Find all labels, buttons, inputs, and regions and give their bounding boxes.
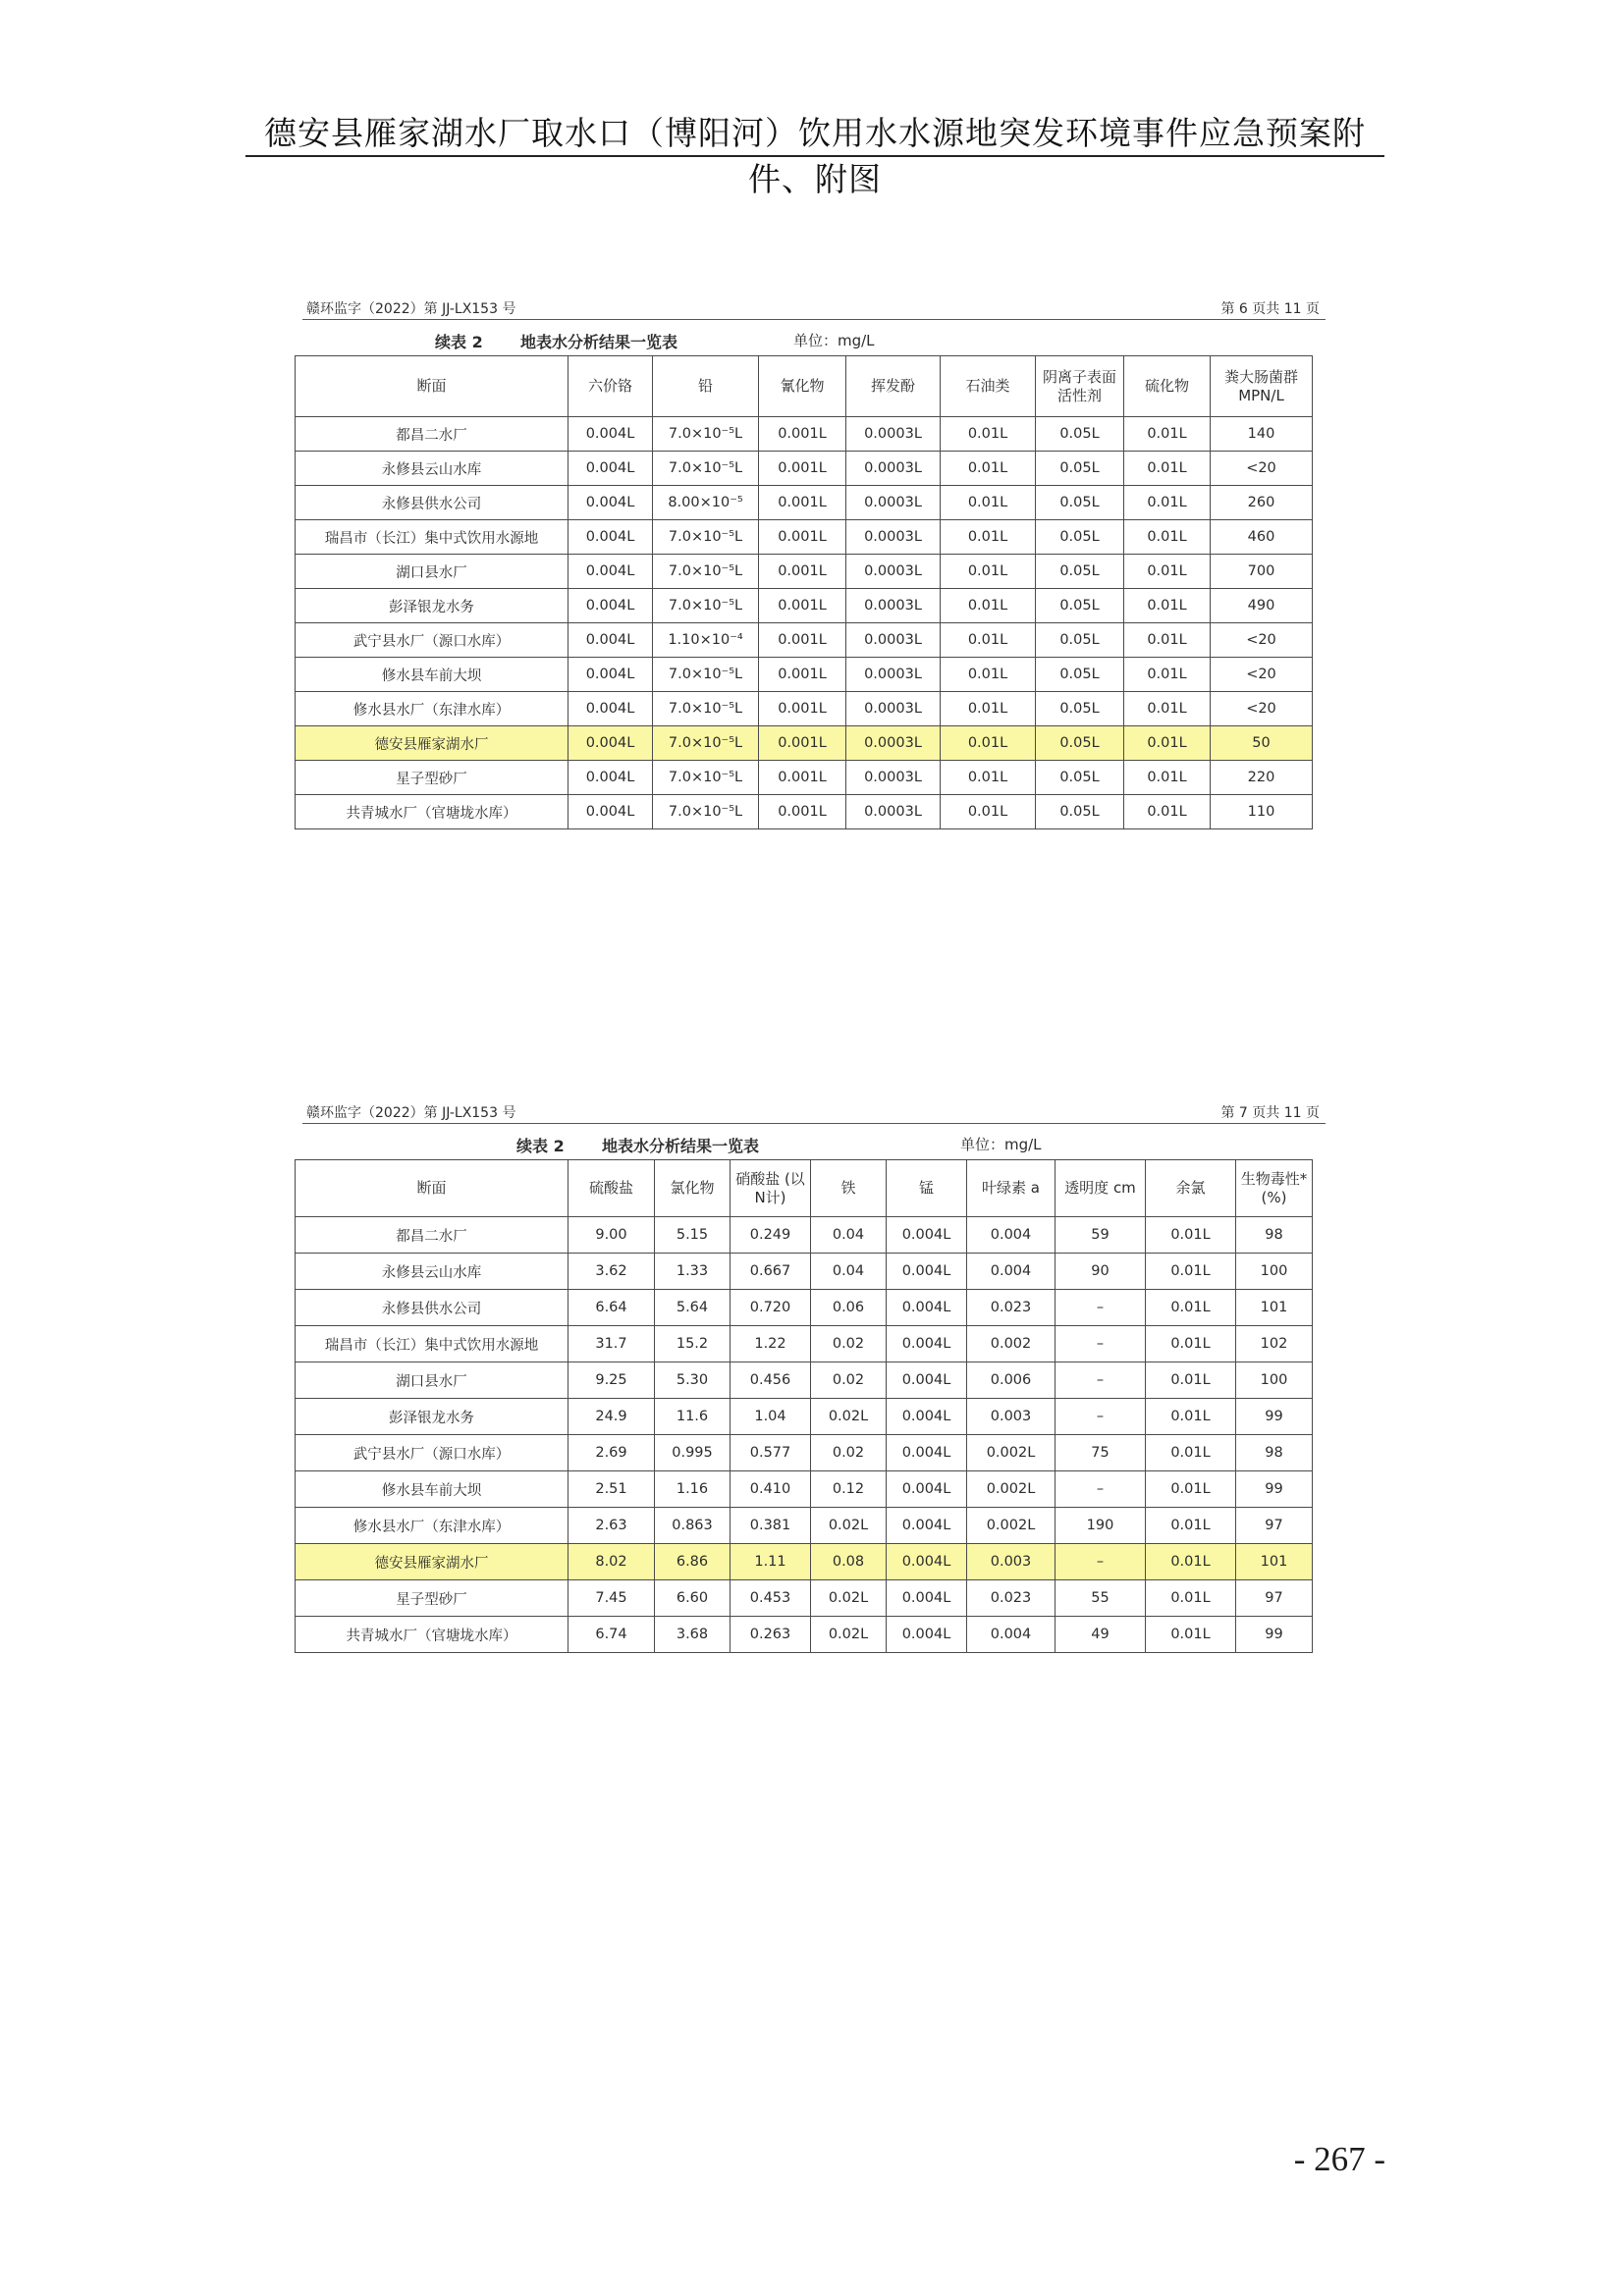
value-cell: 0.01L — [941, 555, 1036, 589]
value-cell: <20 — [1211, 623, 1313, 658]
value-cell: 0.05L — [1036, 658, 1124, 692]
value-cell: – — [1056, 1362, 1146, 1399]
value-cell: 6.64 — [568, 1290, 655, 1326]
value-cell: 0.0003L — [846, 726, 941, 761]
site-name-cell: 瑞昌市（长江）集中式饮用水源地 — [296, 520, 568, 555]
column-header: 铅 — [653, 356, 759, 417]
table-row — [296, 417, 1313, 452]
value-cell: 1.22 — [731, 1326, 811, 1362]
value-cell: 0.004L — [887, 1362, 967, 1399]
report-reference: 赣环监字（2022）第 JJ-LX153 号 — [306, 1105, 516, 1121]
value-cell: 0.002 — [967, 1326, 1056, 1362]
value-cell: 0.01L — [1146, 1290, 1236, 1326]
value-cell: 101 — [1236, 1290, 1313, 1326]
value-cell: 0.004L — [568, 761, 653, 795]
value-cell: 2.63 — [568, 1508, 655, 1544]
column-header: 硝酸盐 (以N计) — [731, 1160, 811, 1217]
value-cell: 0.01L — [1146, 1254, 1236, 1290]
site-name-cell: 都昌二水厂 — [296, 417, 568, 452]
table-row — [296, 623, 1313, 658]
page-number: - 267 - — [1293, 2140, 1385, 2178]
value-cell: 0.02L — [811, 1617, 887, 1653]
table-row — [296, 761, 1313, 795]
column-header: 硫化物 — [1124, 356, 1211, 417]
value-cell: 0.004L — [568, 795, 653, 829]
value-cell: 0.720 — [731, 1290, 811, 1326]
value-cell: 0.01L — [1124, 726, 1211, 761]
value-cell: 0.01L — [941, 486, 1036, 520]
value-cell: 0.01L — [1146, 1326, 1236, 1362]
value-cell: 460 — [1211, 520, 1313, 555]
value-cell: 0.02L — [811, 1399, 887, 1435]
value-cell: 0.02 — [811, 1362, 887, 1399]
value-cell: 0.001L — [759, 520, 846, 555]
value-cell: 0.04 — [811, 1217, 887, 1254]
table-row — [296, 1617, 1313, 1653]
value-cell: 5.15 — [655, 1217, 731, 1254]
value-cell: 0.05L — [1036, 726, 1124, 761]
value-cell: 700 — [1211, 555, 1313, 589]
value-cell: 0.05L — [1036, 589, 1124, 623]
value-cell: 0.004L — [568, 658, 653, 692]
value-cell: 0.001L — [759, 623, 846, 658]
column-header: 余氯 — [1146, 1160, 1236, 1217]
value-cell: 0.01L — [1124, 795, 1211, 829]
value-cell: 0.04 — [811, 1254, 887, 1290]
site-name-cell: 武宁县水厂（源口水库） — [296, 623, 568, 658]
analysis-table-2 — [295, 1159, 1313, 1653]
site-name-cell: 武宁县水厂（源口水库） — [296, 1435, 568, 1471]
report-page-indicator: 第 7 页共 11 页 — [1220, 1105, 1320, 1121]
value-cell: 8.00×10⁻⁵ — [653, 486, 759, 520]
value-cell: 0.004L — [887, 1290, 967, 1326]
value-cell: 0.01L — [1124, 658, 1211, 692]
value-cell: 0.003 — [967, 1544, 1056, 1580]
value-cell: 1.04 — [731, 1399, 811, 1435]
scanned-table-page-6 — [293, 293, 1326, 829]
value-cell: 0.0003L — [846, 520, 941, 555]
meta-divider — [302, 1123, 1326, 1124]
table-header-row — [296, 1160, 1313, 1217]
report-meta — [293, 1096, 1326, 1126]
value-cell: 6.60 — [655, 1580, 731, 1617]
value-cell: 0.05L — [1036, 555, 1124, 589]
value-cell: 0.004L — [887, 1399, 967, 1435]
value-cell: 1.33 — [655, 1254, 731, 1290]
site-name-cell: 星子型砂厂 — [296, 761, 568, 795]
value-cell: 0.01L — [1146, 1544, 1236, 1580]
value-cell: 7.0×10⁻⁵L — [653, 692, 759, 726]
value-cell: 0.01L — [941, 623, 1036, 658]
value-cell: 0.004 — [967, 1217, 1056, 1254]
value-cell: 0.01L — [1146, 1399, 1236, 1435]
value-cell: 0.453 — [731, 1580, 811, 1617]
value-cell: 7.0×10⁻⁵L — [653, 520, 759, 555]
value-cell: 7.0×10⁻⁵L — [653, 761, 759, 795]
value-cell: 3.62 — [568, 1254, 655, 1290]
value-cell: 0.01L — [1146, 1617, 1236, 1653]
value-cell: 140 — [1211, 417, 1313, 452]
site-name-cell: 修水县水厂（东津水库） — [296, 692, 568, 726]
value-cell: 0.0003L — [846, 452, 941, 486]
value-cell: 2.69 — [568, 1435, 655, 1471]
column-header: 透明度 cm — [1056, 1160, 1146, 1217]
value-cell: 15.2 — [655, 1326, 731, 1362]
table-row — [296, 1399, 1313, 1435]
table-row — [296, 555, 1313, 589]
value-cell: – — [1056, 1399, 1146, 1435]
table-row — [296, 1217, 1313, 1254]
table-row — [296, 486, 1313, 520]
value-cell: 0.02L — [811, 1580, 887, 1617]
value-cell: 7.0×10⁻⁵L — [653, 589, 759, 623]
value-cell: 0.004L — [568, 486, 653, 520]
value-cell: 0.023 — [967, 1290, 1056, 1326]
site-name-cell: 修水县车前大坝 — [296, 658, 568, 692]
value-cell: 0.263 — [731, 1617, 811, 1653]
value-cell: 0.05L — [1036, 486, 1124, 520]
value-cell: 0.0003L — [846, 417, 941, 452]
value-cell: 0.01L — [1124, 623, 1211, 658]
value-cell: 0.995 — [655, 1435, 731, 1471]
value-cell: 98 — [1236, 1435, 1313, 1471]
value-cell: 90 — [1056, 1254, 1146, 1290]
table-header-row — [296, 356, 1313, 417]
value-cell: 0.05L — [1036, 761, 1124, 795]
value-cell: 0.0003L — [846, 761, 941, 795]
table-title: 地表水分析结果一览表 — [602, 1137, 760, 1155]
table-row-highlighted — [296, 1544, 1313, 1580]
value-cell: 0.01L — [1124, 555, 1211, 589]
header-divider — [245, 155, 1384, 157]
report-page-indicator: 第 6 页共 11 页 — [1220, 301, 1320, 317]
value-cell: 55 — [1056, 1580, 1146, 1617]
value-cell: 0.12 — [811, 1471, 887, 1508]
value-cell: 110 — [1211, 795, 1313, 829]
site-name-cell: 共青城水厂（官塘垅水库） — [296, 1617, 568, 1653]
column-header: 硫酸盐 — [568, 1160, 655, 1217]
site-name-cell: 彭泽银龙水务 — [296, 1399, 568, 1435]
table-row — [296, 795, 1313, 829]
column-header: 氯化物 — [655, 1160, 731, 1217]
value-cell: 0.001L — [759, 761, 846, 795]
site-name-cell: 永修县云山水库 — [296, 452, 568, 486]
value-cell: 0.01L — [1124, 692, 1211, 726]
value-cell: 0.004L — [568, 726, 653, 761]
value-cell: 5.30 — [655, 1362, 731, 1399]
site-name-cell: 永修县云山水库 — [296, 1254, 568, 1290]
site-name-cell: 永修县供水公司 — [296, 486, 568, 520]
column-header: 生物毒性* (%) — [1236, 1160, 1313, 1217]
column-header: 铁 — [811, 1160, 887, 1217]
site-name-cell: 彭泽银龙水务 — [296, 589, 568, 623]
value-cell: 0.05L — [1036, 417, 1124, 452]
value-cell: 0.0003L — [846, 555, 941, 589]
column-header: 粪大肠菌群 MPN/L — [1211, 356, 1313, 417]
value-cell: – — [1056, 1471, 1146, 1508]
table-row — [296, 1290, 1313, 1326]
value-cell: 99 — [1236, 1617, 1313, 1653]
column-header: 断面 — [296, 1160, 568, 1217]
site-name-cell: 星子型砂厂 — [296, 1580, 568, 1617]
value-cell: 8.02 — [568, 1544, 655, 1580]
value-cell: 0.004L — [887, 1508, 967, 1544]
value-cell: 1.10×10⁻⁴ — [653, 623, 759, 658]
site-name-cell: 德安县雁家湖水厂 — [296, 726, 568, 761]
value-cell: 50 — [1211, 726, 1313, 761]
value-cell: 7.0×10⁻⁵L — [653, 726, 759, 761]
value-cell: 11.6 — [655, 1399, 731, 1435]
value-cell: 0.01L — [1124, 761, 1211, 795]
value-cell: 0.410 — [731, 1471, 811, 1508]
value-cell: 0.002L — [967, 1435, 1056, 1471]
table-row — [296, 452, 1313, 486]
value-cell: 0.001L — [759, 452, 846, 486]
value-cell: 6.86 — [655, 1544, 731, 1580]
value-cell: 100 — [1236, 1254, 1313, 1290]
site-name-cell: 共青城水厂（官塘垅水库） — [296, 795, 568, 829]
value-cell: 0.01L — [1146, 1508, 1236, 1544]
column-header: 阴离子表面活性剂 — [1036, 356, 1124, 417]
value-cell: 0.667 — [731, 1254, 811, 1290]
column-header: 叶绿素 a — [967, 1160, 1056, 1217]
table-row — [296, 1435, 1313, 1471]
value-cell: 0.05L — [1036, 623, 1124, 658]
value-cell: 0.0003L — [846, 623, 941, 658]
column-header: 氰化物 — [759, 356, 846, 417]
value-cell: 0.001L — [759, 692, 846, 726]
value-cell: 0.01L — [1124, 589, 1211, 623]
column-header: 断面 — [296, 356, 568, 417]
value-cell: 1.16 — [655, 1471, 731, 1508]
value-cell: 0.01L — [941, 726, 1036, 761]
value-cell: 0.01L — [1146, 1580, 1236, 1617]
table-row — [296, 1508, 1313, 1544]
table-row — [296, 1326, 1313, 1362]
value-cell: 0.0003L — [846, 795, 941, 829]
value-cell: 97 — [1236, 1580, 1313, 1617]
value-cell: 0.001L — [759, 795, 846, 829]
column-header: 锰 — [887, 1160, 967, 1217]
value-cell: 31.7 — [568, 1326, 655, 1362]
value-cell: 0.001L — [759, 417, 846, 452]
value-cell: 3.68 — [655, 1617, 731, 1653]
report-meta — [293, 293, 1326, 322]
value-cell: 0.023 — [967, 1580, 1056, 1617]
value-cell: 0.004L — [887, 1435, 967, 1471]
value-cell: 6.74 — [568, 1617, 655, 1653]
value-cell: 7.0×10⁻⁵L — [653, 452, 759, 486]
table-row — [296, 520, 1313, 555]
value-cell: 97 — [1236, 1508, 1313, 1544]
column-header: 六价铬 — [568, 356, 653, 417]
value-cell: 99 — [1236, 1471, 1313, 1508]
column-header: 挥发酚 — [846, 356, 941, 417]
table-row — [296, 658, 1313, 692]
table-unit: 单位：mg/L — [793, 332, 875, 349]
value-cell: 0.01L — [941, 658, 1036, 692]
value-cell: 100 — [1236, 1362, 1313, 1399]
value-cell: 0.001L — [759, 555, 846, 589]
value-cell: 0.01L — [1146, 1435, 1236, 1471]
value-cell: 0.004L — [568, 555, 653, 589]
value-cell: 0.004L — [887, 1217, 967, 1254]
value-cell: 1.11 — [731, 1544, 811, 1580]
value-cell: 0.0003L — [846, 589, 941, 623]
value-cell: <20 — [1211, 692, 1313, 726]
value-cell: <20 — [1211, 452, 1313, 486]
table-row — [296, 1580, 1313, 1617]
value-cell: 0.249 — [731, 1217, 811, 1254]
value-cell: 0.002L — [967, 1471, 1056, 1508]
table-title: 地表水分析结果一览表 — [520, 333, 678, 351]
value-cell: 0.381 — [731, 1508, 811, 1544]
value-cell: 0.006 — [967, 1362, 1056, 1399]
report-reference: 赣环监字（2022）第 JJ-LX153 号 — [306, 301, 516, 317]
value-cell: 220 — [1211, 761, 1313, 795]
value-cell: 0.004L — [887, 1254, 967, 1290]
site-name-cell: 瑞昌市（长江）集中式饮用水源地 — [296, 1326, 568, 1362]
value-cell: 0.0003L — [846, 692, 941, 726]
value-cell: – — [1056, 1326, 1146, 1362]
value-cell: 0.001L — [759, 658, 846, 692]
value-cell: 0.02 — [811, 1326, 887, 1362]
value-cell: 0.004L — [887, 1544, 967, 1580]
value-cell: 102 — [1236, 1326, 1313, 1362]
value-cell: 0.01L — [941, 452, 1036, 486]
value-cell: 0.01L — [1124, 417, 1211, 452]
value-cell: 9.00 — [568, 1217, 655, 1254]
value-cell: 7.0×10⁻⁵L — [653, 658, 759, 692]
value-cell: 0.01L — [941, 795, 1036, 829]
site-name-cell: 修水县水厂（东津水库） — [296, 1508, 568, 1544]
value-cell: 0.004 — [967, 1254, 1056, 1290]
value-cell: 0.01L — [941, 761, 1036, 795]
table-row — [296, 589, 1313, 623]
site-name-cell: 德安县雁家湖水厂 — [296, 1544, 568, 1580]
value-cell: 0.02L — [811, 1508, 887, 1544]
value-cell: 0.01L — [1146, 1217, 1236, 1254]
value-cell: 0.01L — [1124, 486, 1211, 520]
table-row — [296, 1471, 1313, 1508]
value-cell: 0.004L — [568, 417, 653, 452]
value-cell: 24.9 — [568, 1399, 655, 1435]
value-cell: 0.001L — [759, 486, 846, 520]
value-cell: 0.004L — [568, 623, 653, 658]
value-cell: 0.456 — [731, 1362, 811, 1399]
value-cell: 2.51 — [568, 1471, 655, 1508]
value-cell: 0.004 — [967, 1617, 1056, 1653]
value-cell: 490 — [1211, 589, 1313, 623]
value-cell: 0.06 — [811, 1290, 887, 1326]
value-cell: 0.002L — [967, 1508, 1056, 1544]
value-cell: 0.02 — [811, 1435, 887, 1471]
value-cell: 0.004L — [887, 1580, 967, 1617]
value-cell: 0.863 — [655, 1508, 731, 1544]
table-row — [296, 1362, 1313, 1399]
value-cell: 0.01L — [1146, 1362, 1236, 1399]
value-cell: 0.05L — [1036, 452, 1124, 486]
table-continued-label: 续表 2 — [516, 1137, 565, 1155]
value-cell: 0.004L — [568, 452, 653, 486]
value-cell: 0.004L — [568, 692, 653, 726]
value-cell: 0.01L — [1124, 452, 1211, 486]
value-cell: 0.01L — [941, 589, 1036, 623]
value-cell: 49 — [1056, 1617, 1146, 1653]
site-name-cell: 修水县车前大坝 — [296, 1471, 568, 1508]
value-cell: 101 — [1236, 1544, 1313, 1580]
value-cell: <20 — [1211, 658, 1313, 692]
value-cell: 7.0×10⁻⁵L — [653, 795, 759, 829]
value-cell: 0.004L — [887, 1617, 967, 1653]
value-cell: 0.05L — [1036, 520, 1124, 555]
value-cell: 0.004L — [568, 589, 653, 623]
meta-divider — [302, 319, 1326, 320]
scanned-table-page-7 — [293, 1096, 1326, 1653]
table-row — [296, 1254, 1313, 1290]
table-caption — [293, 1126, 1326, 1159]
value-cell: 0.004L — [887, 1471, 967, 1508]
document-header: 德安县雁家湖水厂取水口（博阳河）饮用水水源地突发环境事件应急预案附件、附图 — [264, 114, 1366, 198]
value-cell: 0.0003L — [846, 486, 941, 520]
value-cell: 5.64 — [655, 1290, 731, 1326]
value-cell: 190 — [1056, 1508, 1146, 1544]
value-cell: 0.004L — [887, 1326, 967, 1362]
table-caption — [293, 322, 1326, 355]
value-cell: 0.577 — [731, 1435, 811, 1471]
value-cell: 0.0003L — [846, 658, 941, 692]
table-row — [296, 692, 1313, 726]
value-cell: – — [1056, 1290, 1146, 1326]
site-name-cell: 湖口县水厂 — [296, 555, 568, 589]
value-cell: 0.05L — [1036, 795, 1124, 829]
value-cell: 0.08 — [811, 1544, 887, 1580]
value-cell: 0.05L — [1036, 692, 1124, 726]
table-row-highlighted — [296, 726, 1313, 761]
site-name-cell: 都昌二水厂 — [296, 1217, 568, 1254]
value-cell: – — [1056, 1544, 1146, 1580]
value-cell: 7.0×10⁻⁵L — [653, 555, 759, 589]
table-continued-label: 续表 2 — [435, 333, 483, 351]
value-cell: 0.01L — [941, 417, 1036, 452]
value-cell: 0.003 — [967, 1399, 1056, 1435]
table-unit: 单位：mg/L — [960, 1136, 1042, 1153]
value-cell: 0.01L — [941, 520, 1036, 555]
site-name-cell: 永修县供水公司 — [296, 1290, 568, 1326]
value-cell: 0.004L — [568, 520, 653, 555]
value-cell: 0.01L — [1146, 1471, 1236, 1508]
value-cell: 260 — [1211, 486, 1313, 520]
value-cell: 75 — [1056, 1435, 1146, 1471]
value-cell: 7.45 — [568, 1580, 655, 1617]
column-header: 石油类 — [941, 356, 1036, 417]
value-cell: 59 — [1056, 1217, 1146, 1254]
value-cell: 99 — [1236, 1399, 1313, 1435]
value-cell: 98 — [1236, 1217, 1313, 1254]
value-cell: 0.01L — [1124, 520, 1211, 555]
value-cell: 0.001L — [759, 589, 846, 623]
analysis-table-1 — [295, 355, 1313, 829]
site-name-cell: 湖口县水厂 — [296, 1362, 568, 1399]
value-cell: 7.0×10⁻⁵L — [653, 417, 759, 452]
value-cell: 0.01L — [941, 692, 1036, 726]
value-cell: 9.25 — [568, 1362, 655, 1399]
value-cell: 0.001L — [759, 726, 846, 761]
